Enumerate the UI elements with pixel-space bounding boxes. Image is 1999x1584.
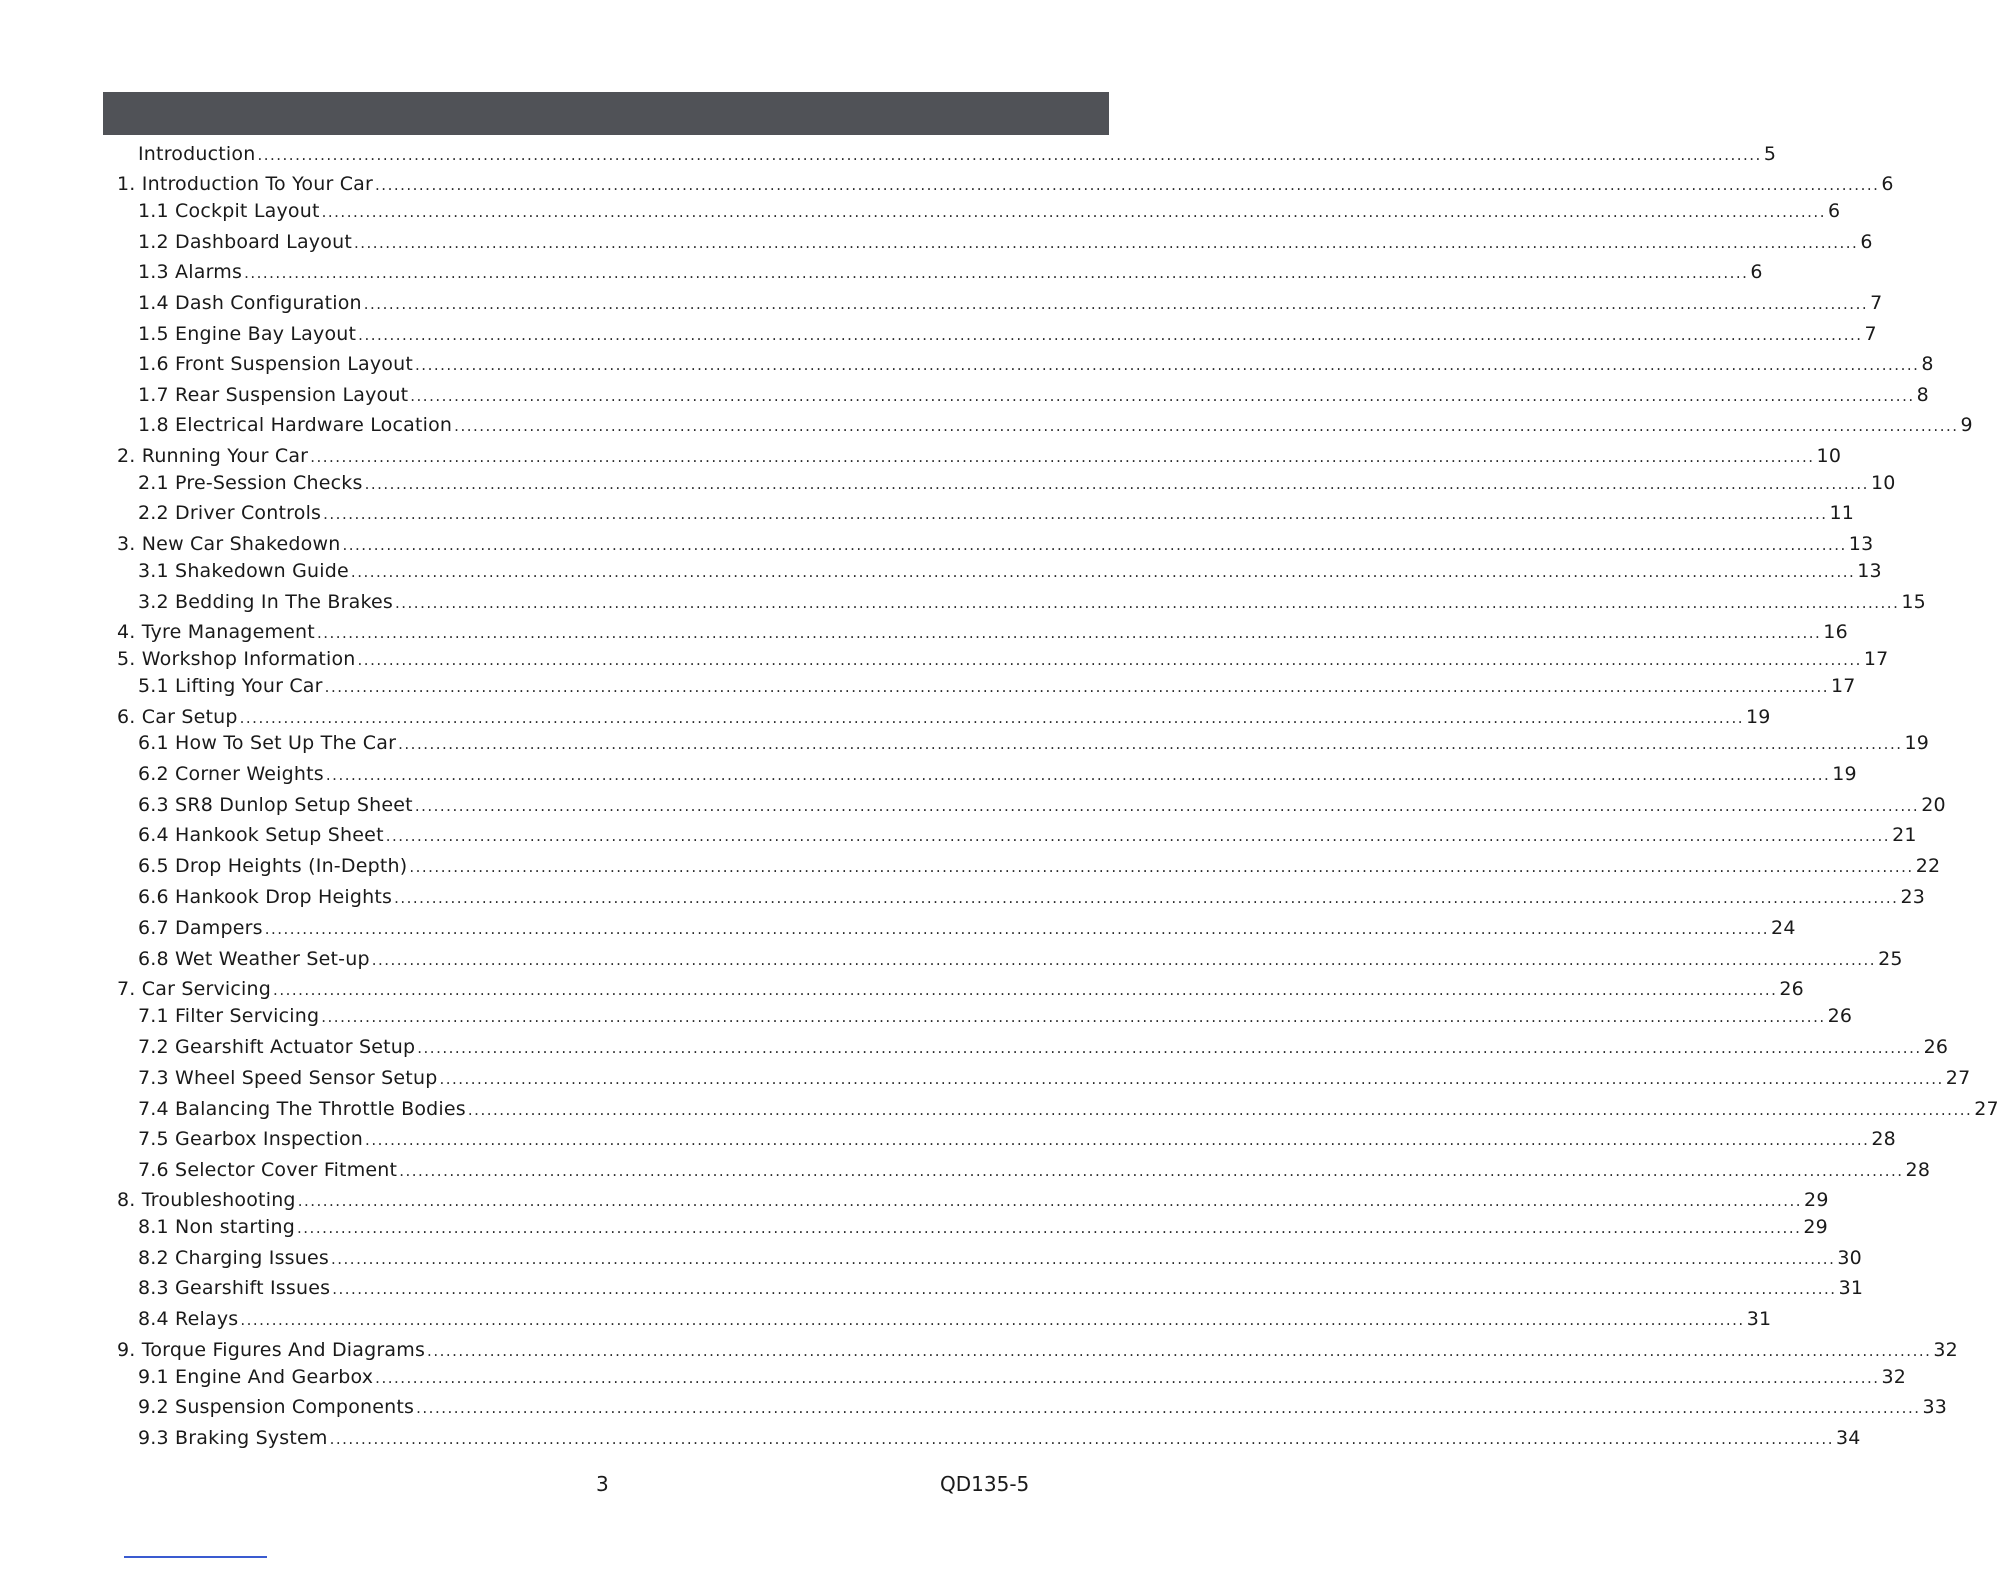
toc-label: 3. New Car Shakedown xyxy=(117,533,341,555)
toc-leader: ................................................................................................................................................................................................................................................ xyxy=(398,735,1903,753)
toc-leader: ................................................................................................................................................................................................................................................ xyxy=(321,1008,1826,1026)
toc-page: 31 xyxy=(1746,1308,1772,1330)
toc-page: 27 xyxy=(1974,1098,1999,1120)
toc-entry[interactable] xyxy=(138,1362,1907,1388)
toc-page: 10 xyxy=(1816,445,1842,467)
toc-label: 6.6 Hankook Drop Heights xyxy=(138,886,393,908)
footer-document-code: QD135-5 xyxy=(940,1472,1030,1496)
toc-label: 8. Troubleshooting xyxy=(117,1189,296,1211)
toc-entry[interactable] xyxy=(138,257,1763,283)
toc-entry[interactable] xyxy=(117,644,1889,670)
toc-page: 9 xyxy=(1960,414,1973,436)
toc-leader: ................................................................................................................................................................................................................................................ xyxy=(350,563,1856,581)
footer-page-number: 3 xyxy=(596,1472,609,1496)
toc-entry[interactable] xyxy=(138,196,1841,222)
toc-label: 9. Torque Figures And Diagrams xyxy=(117,1339,426,1361)
toc-page: 26 xyxy=(1779,978,1804,1000)
toc-entry[interactable] xyxy=(117,169,1894,195)
toc-leader: ................................................................................................................................................................................................................................................ xyxy=(454,417,1959,435)
toc-page: 15 xyxy=(1901,591,1926,613)
toc-entry[interactable] xyxy=(138,468,1896,494)
toc-entry[interactable] xyxy=(138,587,1926,613)
toc-leader: ................................................................................................................................................................................................................................................ xyxy=(264,920,1770,938)
toc-label: 6.7 Dampers xyxy=(138,917,263,939)
toc-page: 32 xyxy=(1881,1366,1907,1388)
toc-entry[interactable] xyxy=(138,1243,1862,1269)
toc-entry[interactable] xyxy=(138,913,1796,939)
toc-label: 6. Car Setup xyxy=(117,706,238,728)
toc-entry[interactable] xyxy=(117,702,1771,728)
toc-label: 2. Running Your Car xyxy=(117,445,309,467)
toc-entry[interactable] xyxy=(138,1001,1853,1027)
toc-entry[interactable] xyxy=(138,1063,1971,1089)
toc-entry[interactable] xyxy=(138,882,1926,908)
toc-label: 7.1 Filter Servicing xyxy=(138,1005,320,1027)
toc-leader: ................................................................................................................................................................................................................................................ xyxy=(316,624,1822,642)
toc-entry[interactable] xyxy=(138,1392,1948,1418)
toc-leader: ................................................................................................................................................................................................................................................ xyxy=(365,1131,1870,1149)
toc-entry[interactable] xyxy=(138,227,1873,253)
toc-page: 13 xyxy=(1848,533,1874,555)
toc-leader: ................................................................................................................................................................................................................................................ xyxy=(323,505,1828,523)
toc-label: 6.3 SR8 Dunlop Setup Sheet xyxy=(138,794,413,816)
toc-page: 27 xyxy=(1945,1067,1971,1089)
toc-label: 6.5 Drop Heights (In-Depth) xyxy=(138,855,408,877)
toc-leader: ................................................................................................................................................................................................................................................ xyxy=(325,766,1831,784)
toc-leader: ................................................................................................................................................................................................................................................ xyxy=(331,1250,1836,1268)
toc-page: 21 xyxy=(1892,824,1917,846)
toc-leader: ................................................................................................................................................................................................................................................ xyxy=(410,387,1915,405)
toc-leader: ................................................................................................................................................................................................................................................ xyxy=(257,146,1762,164)
toc-page: 11 xyxy=(1829,502,1855,524)
toc-leader: ................................................................................................................................................................................................................................................ xyxy=(329,1430,1834,1448)
toc-page: 30 xyxy=(1837,1247,1862,1269)
toc-leader: ................................................................................................................................................................................................................................................ xyxy=(342,536,1847,554)
toc-label: 6.1 How To Set Up The Car xyxy=(138,732,397,754)
toc-entry[interactable] xyxy=(117,1335,1958,1361)
toc-page: 6 xyxy=(1881,173,1894,195)
toc-label: 1.8 Electrical Hardware Location xyxy=(138,414,453,436)
footer-rule xyxy=(124,1556,267,1558)
toc-page: 6 xyxy=(1860,231,1873,253)
toc-leader: ................................................................................................................................................................................................................................................ xyxy=(357,651,1862,669)
toc-label: 9.1 Engine And Gearbox xyxy=(138,1366,374,1388)
toc-label: 6.4 Hankook Setup Sheet xyxy=(138,824,384,846)
toc-entry[interactable] xyxy=(138,1124,1896,1150)
toc-entry[interactable] xyxy=(117,441,1842,467)
toc-label: 6.2 Corner Weights xyxy=(138,763,324,785)
toc-entry[interactable] xyxy=(138,380,1929,406)
toc-entry[interactable] xyxy=(117,617,1848,643)
toc-leader: ................................................................................................................................................................................................................................................ xyxy=(427,1342,1932,1360)
toc-entry[interactable] xyxy=(138,288,1883,314)
toc-entry[interactable] xyxy=(138,1032,1949,1058)
toc-page: 10 xyxy=(1870,472,1896,494)
toc-entry[interactable] xyxy=(138,759,1857,785)
toc-page: 17 xyxy=(1863,648,1889,670)
toc-leader: ................................................................................................................................................................................................................................................ xyxy=(244,264,1749,282)
toc-label: 3.2 Bedding In The Brakes xyxy=(138,591,393,613)
toc-entry[interactable] xyxy=(138,1155,1931,1181)
toc-label: 1.6 Front Suspension Layout xyxy=(138,353,414,375)
toc-leader: ................................................................................................................................................................................................................................................ xyxy=(310,448,1815,466)
toc-leader: ................................................................................................................................................................................................................................................ xyxy=(375,1369,1880,1387)
toc-page: 22 xyxy=(1915,855,1941,877)
toc-leader: ................................................................................................................................................................................................................................................ xyxy=(358,326,1863,344)
toc-page: 25 xyxy=(1878,948,1903,970)
toc-entry[interactable] xyxy=(138,851,1941,877)
toc-page: 8 xyxy=(1916,384,1929,406)
toc-label: 1.7 Rear Suspension Layout xyxy=(138,384,409,406)
toc-entry[interactable] xyxy=(138,1212,1828,1238)
toc-page: 13 xyxy=(1857,560,1882,582)
toc-label: 1.1 Cockpit Layout xyxy=(138,200,320,222)
toc-label: 3.1 Shakedown Guide xyxy=(138,560,349,582)
toc-page: 7 xyxy=(1864,323,1877,345)
toc-label: 9.3 Braking System xyxy=(138,1427,328,1449)
toc-page: 34 xyxy=(1835,1427,1861,1449)
toc-page: 19 xyxy=(1904,732,1930,754)
toc-entry[interactable] xyxy=(138,820,1917,846)
toc-page: 19 xyxy=(1745,706,1771,728)
toc-entry[interactable] xyxy=(138,1094,1999,1120)
toc-page: 19 xyxy=(1832,763,1857,785)
toc-label: 7.5 Gearbox Inspection xyxy=(138,1128,364,1150)
toc-page: 8 xyxy=(1921,353,1934,375)
toc-label: Introduction xyxy=(138,143,256,165)
toc-page: 31 xyxy=(1838,1277,1864,1299)
toc-page: 26 xyxy=(1827,1005,1853,1027)
toc-entry[interactable] xyxy=(138,1423,1861,1449)
toc-entry[interactable] xyxy=(138,1304,1772,1330)
toc-page: 23 xyxy=(1900,886,1926,908)
toc-leader: ................................................................................................................................................................................................................................................ xyxy=(416,1399,1921,1417)
toc-entry[interactable] xyxy=(117,974,1804,1000)
toc-leader: ................................................................................................................................................................................................................................................ xyxy=(239,709,1744,727)
toc-label: 8.2 Charging Issues xyxy=(138,1247,329,1269)
toc-entry[interactable] xyxy=(138,349,1934,375)
toc-entry[interactable] xyxy=(138,728,1930,754)
toc-page: 16 xyxy=(1823,621,1848,643)
toc-leader: ................................................................................................................................................................................................................................................ xyxy=(273,981,1778,999)
toc-page: 7 xyxy=(1870,292,1883,314)
toc-leader: ................................................................................................................................................................................................................................................ xyxy=(297,1192,1803,1210)
toc-leader: ................................................................................................................................................................................................................................................ xyxy=(395,594,1900,612)
toc-label: 2.2 Driver Controls xyxy=(138,502,322,524)
toc-leader: ................................................................................................................................................................................................................................................ xyxy=(417,1039,1922,1057)
toc-leader: ................................................................................................................................................................................................................................................ xyxy=(297,1219,1802,1237)
toc-page: 24 xyxy=(1771,917,1796,939)
toc-leader: ................................................................................................................................................................................................................................................ xyxy=(439,1070,1944,1088)
toc-leader: ................................................................................................................................................................................................................................................ xyxy=(364,475,1869,493)
toc-label: 6.8 Wet Weather Set-up xyxy=(138,948,370,970)
toc-page: 33 xyxy=(1922,1396,1948,1418)
toc-label: 8.4 Relays xyxy=(138,1308,239,1330)
toc-leader: ................................................................................................................................................................................................................................................ xyxy=(371,951,1877,969)
toc-entry[interactable] xyxy=(138,1273,1864,1299)
toc-entry[interactable] xyxy=(138,498,1855,524)
toc-leader: ................................................................................................................................................................................................................................................ xyxy=(409,858,1914,876)
toc-label: 9.2 Suspension Components xyxy=(138,1396,415,1418)
toc-leader: ................................................................................................................................................................................................................................................ xyxy=(415,356,1920,374)
toc-entry[interactable] xyxy=(138,556,1882,582)
toc-leader: ................................................................................................................................................................................................................................................ xyxy=(375,176,1880,194)
toc-page: 6 xyxy=(1750,261,1763,283)
toc-label: 1.4 Dash Configuration xyxy=(138,292,362,314)
toc-label: 5. Workshop Information xyxy=(117,648,356,670)
toc-leader: ................................................................................................................................................................................................................................................ xyxy=(321,203,1826,221)
toc-label: 7.2 Gearshift Actuator Setup xyxy=(138,1036,416,1058)
toc-label: 1.3 Alarms xyxy=(138,261,243,283)
toc-leader: ................................................................................................................................................................................................................................................ xyxy=(414,797,1920,815)
toc-label: 1.2 Dashboard Layout xyxy=(138,231,352,253)
toc-page: 26 xyxy=(1923,1036,1949,1058)
toc-entry[interactable] xyxy=(138,790,1946,816)
toc-leader: ................................................................................................................................................................................................................................................ xyxy=(363,295,1869,313)
toc-leader: ................................................................................................................................................................................................................................................ xyxy=(467,1101,1973,1119)
toc-page: 5 xyxy=(1763,143,1777,165)
toc-leader: ................................................................................................................................................................................................................................................ xyxy=(399,1162,1904,1180)
toc-entry[interactable] xyxy=(138,944,1903,970)
toc-label: 1.5 Engine Bay Layout xyxy=(138,323,357,345)
toc-page: 32 xyxy=(1933,1339,1958,1361)
toc-entry[interactable] xyxy=(138,410,1973,436)
toc-label: 7.6 Selector Cover Fitment xyxy=(138,1159,398,1181)
toc-leader: ................................................................................................................................................................................................................................................ xyxy=(385,827,1891,845)
toc-entry[interactable] xyxy=(138,319,1877,345)
toc-entry[interactable] xyxy=(138,671,1856,697)
toc-label: 7.4 Balancing The Throttle Bodies xyxy=(138,1098,466,1120)
toc-page: 29 xyxy=(1803,1216,1828,1238)
toc-page: 28 xyxy=(1905,1159,1931,1181)
toc-page: 20 xyxy=(1921,794,1946,816)
toc-label: 8.1 Non starting xyxy=(138,1216,296,1238)
toc-page: 17 xyxy=(1831,675,1856,697)
toc-page: 28 xyxy=(1871,1128,1896,1150)
toc-label: 5.1 Lifting Your Car xyxy=(138,675,323,697)
toc-leader: ................................................................................................................................................................................................................................................ xyxy=(332,1280,1837,1298)
toc-leader: ................................................................................................................................................................................................................................................ xyxy=(240,1311,1745,1329)
toc-label: 7. Car Servicing xyxy=(117,978,272,1000)
toc-leader: ................................................................................................................................................................................................................................................ xyxy=(324,678,1830,696)
toc-label: 1. Introduction To Your Car xyxy=(117,173,374,195)
toc-entry[interactable] xyxy=(117,529,1874,555)
toc-entry[interactable] xyxy=(117,1185,1829,1211)
toc-page: 6 xyxy=(1827,200,1841,222)
toc-label: 8.3 Gearshift Issues xyxy=(138,1277,331,1299)
toc-leader: ................................................................................................................................................................................................................................................ xyxy=(353,234,1859,252)
toc-label: 4. Tyre Management xyxy=(117,621,315,643)
toc-label: 2.1 Pre-Session Checks xyxy=(138,472,363,494)
toc-label: 7.3 Wheel Speed Sensor Setup xyxy=(138,1067,438,1089)
toc-page: 29 xyxy=(1804,1189,1829,1211)
toc-entry[interactable] xyxy=(138,139,1777,165)
toc-leader: ................................................................................................................................................................................................................................................ xyxy=(394,889,1899,907)
